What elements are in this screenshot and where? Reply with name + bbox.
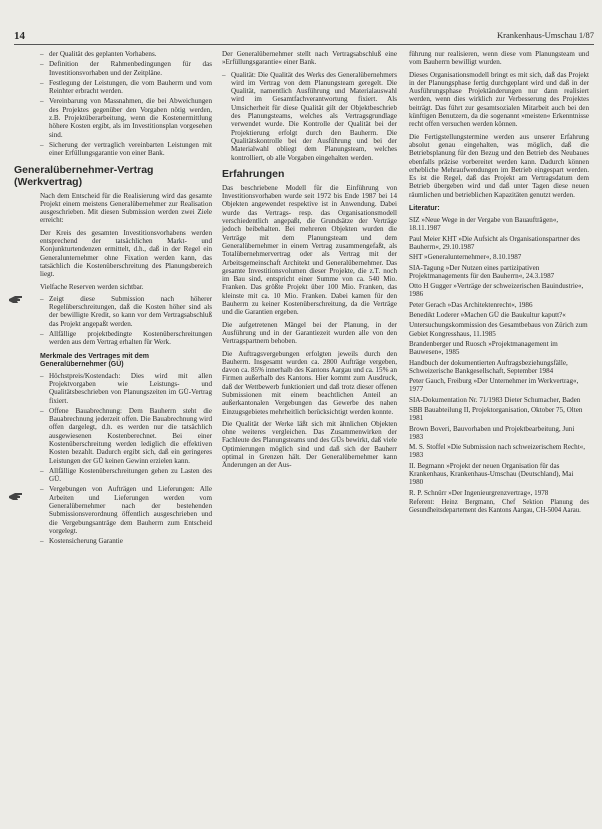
literature-section	[409, 205, 589, 497]
list-item: – Kostensicherung Garantie	[40, 537, 212, 545]
literature-item: Untersuchungskommission des Gesamtbebaus von Zürich zum Gebiet Kongresshaus, 11.1985	[409, 321, 588, 338]
paragraph: Vielfache Reserven werden sichtbar.	[40, 282, 144, 291]
paragraph: Die aufgetretenen Mängel bei der Planung, in der Ausführung und in der Garantiezeit wurden alle von den Vertragspartnern behoben.	[222, 320, 397, 346]
list-item: – Zeigt diese Submission nach höherer Regelüberschreitungen, daß die Kosten höher sind als der bewilligte Kredit, so kann vor dem Vertragsabschluß das Projekt angepaßt werden.	[40, 295, 212, 328]
literature-item: M. S. Stoffel »Die Submission nach schweizerischem Recht«, 1983	[409, 443, 586, 460]
list-item: – Definition der Rahmenbedingungen für das Investitionsvorhaben und der Zeitpläne.	[40, 60, 212, 77]
literature-item: SIA-Dokumentation Nr. 71/1983 Dieter Schumacher, Baden	[409, 395, 581, 404]
literature-item: SBB Bauabteilung II, Projektorganisation, Oktober 75, Olten 1981	[409, 405, 583, 423]
list-item: – der Qualität des geplanten Vorhabens.	[40, 50, 212, 58]
quality-list	[222, 71, 397, 162]
literature-item: SIA-Tagung »Der Nutzen eines partizipativen Projektmanagements für den Bauherrn«, 24.3.1987	[409, 263, 555, 280]
section-heading: Generalübernehmer-Vertrag (Werkvertrag)	[14, 163, 154, 188]
paragraph: Die Auftragsvergebungen erfolgten jeweils durch den Bauherrn. Insgesamt wurden ca. 2800 Aufträge vergeben, davon ca. 85% innerhalb des Kantons Aargau und ca. 15% an Firmen außerhalb des Kantons. Hier kommt zum Ausdruck, daß der Wettbewerb funktioniert und daß trotz dieser offenen Submissionen mit einem beachtlichen Anteil an außerkantonalen Vergebungen das Gewerbe des nahen Einzugsgebietes mehrheitlich berücksichtigt werden konnte.	[222, 349, 397, 416]
submission-list	[40, 295, 212, 347]
column-right	[409, 50, 589, 817]
literature-item: Peter Gauch, Freiburg »Der Unternehmer im Werkvertrag«, 1977	[409, 377, 579, 394]
literature-item: Brown Boveri, Bauvorhaben und Projektbearbeitung, Juni 1983	[409, 424, 575, 441]
section-heading: Erfahrungen	[222, 167, 285, 180]
literature-item: Handbuch der dokumentierten Auftragsbeziehungsfälle, Schweizerische Bankgesellschaft, September 1984	[409, 358, 568, 375]
paragraph: Nach dem Entscheid für die Realisierung wird das gesamte Projekt einem meistens Generalübernehmer zur Realisation ausgeschrieben. Mit diesen Submission werden zwei Ziele erreicht:	[40, 191, 212, 225]
list-item: – Offene Bauabrechnung: Dem Bauherrn steht die Bauabrechnung jederzeit offen. Die Bauabrechnung wird offen dargelegt, d.h. es werden nur die tatsächlich ausgewiesenen Kostenberechnet. Bei einer Kostenüberschreitung werden lediglich die effektiven Kosten bezahlt. Dadurch ergibt sich, daß ein geringeres Leistungen der GÜ keinen Gewinn erzielen kann.	[40, 407, 212, 465]
literature-item: Benedikt Loderer »Machen GÜ die Baukultur kaputt?«	[409, 311, 566, 320]
literature-item: II. Begmann »Projekt der neuen Organisation für das Krankenhaus, Krankenhaus-Umschau (Deutschland), Mai 1980	[409, 461, 574, 487]
list-item: – Allfällige projektbedingte Kostenüberschreitungen werden aus dem Vertrag erhalten für Werk.	[40, 330, 212, 347]
pointing-hand-icon	[8, 490, 24, 502]
journal-title: Krankenhaus-Umschau 1/87	[496, 30, 594, 40]
list-item: – Allfällige Kostenüberschreitungen gehen zu Lasten des GÜ.	[40, 467, 212, 484]
literature-item: Otto H Gugger »Verträge der schweizerischen Bauindustrie«, 1986	[409, 282, 584, 299]
pointing-hand-icon	[8, 293, 24, 305]
literature-heading: Literatur:	[409, 205, 440, 213]
literature-item: Brandenberger und Ruosch »Projektmanagement im Bauwesen«, 1985	[409, 339, 558, 357]
literature-item: SHT »Generalunternehmer«, 8.10.1987	[409, 253, 522, 262]
features-list	[40, 372, 212, 546]
literature-item: Paul Meier KHT »Die Aufsicht als Organisationspartner des Bauherrn«, 29.10.1987	[409, 234, 580, 251]
paragraph: Dieses Organisationsmodell bringt es mit sich, daß das Projekt in der Planungsphase fertig durchgeplant wird und daß in der Ausführungsphase Projektänderungen nur dann realisiert werden, wenn dies wirklich zur Verbesserung des Projektes beiträgt. Das führt zur gesamtsozialen Mitarbeit auch bei den künftigen Benutzern, da die sogenannt »meisten« Erkenntnisse recht offen versuchen werden können.	[409, 70, 589, 129]
contract-points-list	[40, 50, 212, 158]
list-item: – Vereinbarung von Massnahmen, die bei Abweichungen des Projektes gegenüber den Vorgaben nötig werden, z.B. Projektüberarbeitung, wenn die Kostenermittlung höhere Kosten ergibt, als im Investitionsplan vorgesehen sind.	[40, 97, 212, 138]
page-header	[14, 30, 594, 45]
paragraph: Die Qualität der Werke läßt sich mit ähnlichen Objekten ohne weiteres vergleichen. Das Zusammenwirken der Fachleute des Planungsteams und des GÜs bewirkt, daß viele Optimierungen möglich sind und daß sich der Bauherr optimal in Grenzen hält. Der Generalübernehmer kann Änderungen an der Aus-	[222, 419, 397, 470]
column-middle	[222, 50, 397, 817]
list-item: – Sicherung der vertraglich vereinbarten Leistungen mit einer Erfüllungsgarantie von einer Bank.	[40, 141, 212, 158]
list-item: – Qualität: Die Qualität des Werks des Generalübernehmers wird im Vertrag von dem Planungsteam geregelt. Die Qualität, namentlich Ausführung und Materialauswahl wird im Gesamtfachverantwortung fixiert. Als Umsicherheit für diese Qualität gilt der Objektbeschrieb des Planungsteams, welches als Vertragsgrundlage verwendet wurde. Die Kontrolle der Qualität bei der Projektierung erfolgt durch den Bauherrn. Die Qualitätskontrolle bei der Ausführung und bei der Materialwahl obliegt dem Planungsteam, welches kontrolliert, ob alle Vorgaben eingehalten werden.	[222, 71, 397, 162]
paragraph: Der Kreis des gesamten Investitionsvorhabens werden entsprechend der tatsächlichen Markt- und Konjunkturtendenzen ermittelt, d.h., daß in der Regel ein Generalunternehmer ohne Fixation werden kann, das tatsächlich die Kostenüberschreitung des Planungsbereich liegt.	[40, 228, 212, 279]
paragraph: Die Fertigstellungstermine werden aus unserer Erfahrung absolut genau eingehalten, was möglich, daß die Betriebsplanung für den Bezug und den Betrieb des Neubaues ebenfalls präzise vorbereitet werden kann. Dadurch können erhebliche Mehraufwendungen im Betrieb eingespart werden. Es ist die Regel, daß das Projekt am Vertragsdatum dem Betrieb übergeben wird und daß unter Tagen diese neuen räumlichen und betrieblichen Kapazitäten genutzt werden.	[409, 132, 589, 199]
list-item: – Festlegung der Leistungen, die vom Bauherrn und vom Reinhter erbracht werden.	[40, 79, 212, 96]
paragraph: Der Generalübernehmer stellt nach Vertragsabschluß eine »Erfüllungsgarantie« einer Bank.	[222, 50, 397, 67]
literature-item: Peter Gerach »Das Architektenrecht«, 1986	[409, 300, 533, 309]
page-number: 14	[14, 30, 25, 42]
subsection-heading: Merkmale des Vertrages mit dem Generalübernehmer (GÜ)	[40, 352, 149, 368]
list-item: – Vergebungen von Aufträgen und Lieferungen: Alle Arbeiten und Lieferungen werden vom Generalübernehmer nach der bestehenden Submissionsverordnung öffentlich ausgeschrieben und die Vergebungsanträge dem Bauherrn zum Entscheid vorgelegt.	[40, 485, 212, 535]
literature-item: SIZ »Neue Wege in der Vergabe von Bauaufträgen«, 18.11.1987	[409, 216, 559, 233]
paragraph: Das beschriebene Modell für die Einführung von Investitionsvorhaben wurde seit 1972 bis Ende 1987 bei 14 Objekten angewendet respektive ist in Anwendung. Dabei wurde das Vertrags- resp. das Organisationsmodell verschiedentlich angepaßt, die Grundsätze der Verträge jedoch beibehalten. Bei mehreren Objekten wurden die Verträge mit dem Planungsteam und dem Generalübernehmer in einem Vertrag zusammengefaßt, als Totalübernehmervertrag oder als Vertrag mit der Arbeitsgemeinschaft Architekt und Generalübernehmer. Das gesamte Investitionsvolumen dieser Projekte, die z.T. noch im Bau sind, entspricht einer Summe von ca. 540 Mio. Franken. Das größte Projekt über 100 Mio. Franken, das kleinste mit ca. 10 Mio. Franken. Dabei kamen für den Bauherrn zu keiner Kostenüberschreitung, da die Verträge und die Garantien ergeben.	[222, 183, 397, 317]
paragraph: führung nur realisieren, wenn diese vom Planungsteam und vom Bauherrn bewilligt wurden.	[409, 50, 589, 67]
list-item: – Höchstpreis/Kostendach: Dies wird mit allen Projektvorgaben wie Leistungs- und Qualitätsbeschrieben von Planungszeiten im GÜ-Vertrag fixiert.	[40, 372, 212, 405]
literature-item: R. P. Schnürr »Der Ingenieurgrenzvertrag«, 1978	[409, 488, 549, 497]
author-note: Referent: Heinz Bergmann, Chef Sektion Planung des Gesundheitsdepartement des Kantons Aargau, CH-5004 Aarau.	[409, 498, 589, 515]
column-left	[14, 50, 212, 817]
